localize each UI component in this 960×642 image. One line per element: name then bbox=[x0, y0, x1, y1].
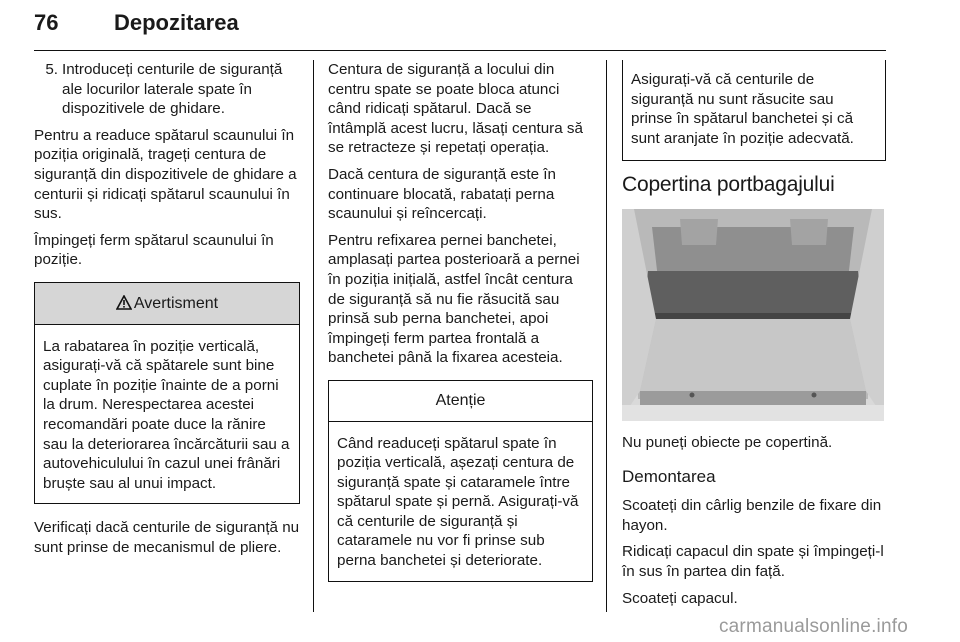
section-title: Depozitarea bbox=[114, 10, 239, 35]
numbered-step bbox=[34, 60, 300, 119]
column-divider bbox=[313, 60, 314, 612]
note-box-continued bbox=[622, 60, 886, 161]
warning-box bbox=[34, 282, 300, 504]
note-text: Asigurați-vă că centurile de siguranță nu sunt răsucite sau prinse în spătarul banchetei și că sunt aranjate în poziție adecvată. bbox=[631, 71, 854, 147]
page-number: 76 bbox=[34, 10, 59, 35]
column-right bbox=[622, 60, 886, 615]
watermark: carmanualsonline.info bbox=[718, 616, 908, 637]
column-divider bbox=[606, 60, 607, 612]
step-text: Introduceți centurile de siguranță ale locurilor laterale spate în dispozitivele de ghidare. bbox=[62, 61, 283, 118]
paragraph: Împingeți ferm spătarul scaunului în poziție. bbox=[34, 231, 274, 269]
warning-triangle-icon bbox=[116, 293, 132, 313]
paragraph: Scoateți din cârlig benzile de fixare din hayon. bbox=[622, 497, 882, 534]
paragraph: Pentru refixarea pernei banchetei, amplasați partea posterioară a pernei în poziția inițială, astfel încât centura de siguranță să nu fie răsucită sau prinsă sub perna banchetei, apoi împingeți ferm partea frontală a banchetei până la fixarea acesteia. bbox=[328, 231, 580, 367]
warning-title: Avertisment bbox=[133, 294, 219, 312]
paragraph: Pentru a readuce spătarul scaunului în poziția originală, trageți centura de siguranță din dispozitivele de ghidare a centurii și ridicați spătarul scaunului în sus. bbox=[34, 126, 297, 223]
warning-header bbox=[35, 283, 299, 325]
warning-text: La rabatarea în poziție verticală, asigurați-vă că spătarele sunt bine cuplate în poziție înainte de a porni la drum. Nerespectarea acestei recomandări poate duce la rănire sau la deteriorarea încărcăturii sau a autovehiculului în cazul unei frânări bruște sau al unui impact. bbox=[43, 337, 290, 492]
page-header bbox=[34, 6, 886, 51]
step-number: 5. bbox=[45, 61, 58, 78]
caution-box bbox=[328, 380, 593, 582]
caution-title: Atenție bbox=[329, 381, 592, 422]
paragraph: Centura de siguranță a locului din centru spate se poate bloca atunci când ridicați spătarul. Dacă se întâmplă acest lucru, lăsați centura să se retracteze și repetați operația. bbox=[328, 61, 583, 157]
paragraph: Ridicați capacul din spate și împingeți-l în sus în partea din față. bbox=[622, 543, 884, 580]
paragraph: Verificați dacă centurile de siguranță nu sunt prinse de mecanismul de pliere. bbox=[34, 519, 300, 556]
paragraph: Dacă centura de siguranță este în continuare blocată, rabatați perna scaunului și reîncercați. bbox=[328, 165, 556, 223]
paragraph: Nu puneți obiecte pe copertină. bbox=[622, 433, 833, 451]
caution-text: Când readuceți spătarul spate în poziția verticală, așezați centura de siguranță spate și cataramele între spătarul spate și pernă. Asigurați-vă că centurile de siguranță și cataramele nu vor fi prinse sub perna banchetei și deteriorate. bbox=[337, 434, 579, 570]
subsection-heading: Demontarea bbox=[622, 466, 716, 486]
section-heading: Copertina portbagajului bbox=[622, 173, 835, 197]
paragraph: Scoateți capacul. bbox=[622, 589, 738, 607]
column-middle bbox=[328, 60, 593, 596]
column-left bbox=[34, 60, 300, 564]
trunk-cover-photo bbox=[622, 209, 884, 421]
